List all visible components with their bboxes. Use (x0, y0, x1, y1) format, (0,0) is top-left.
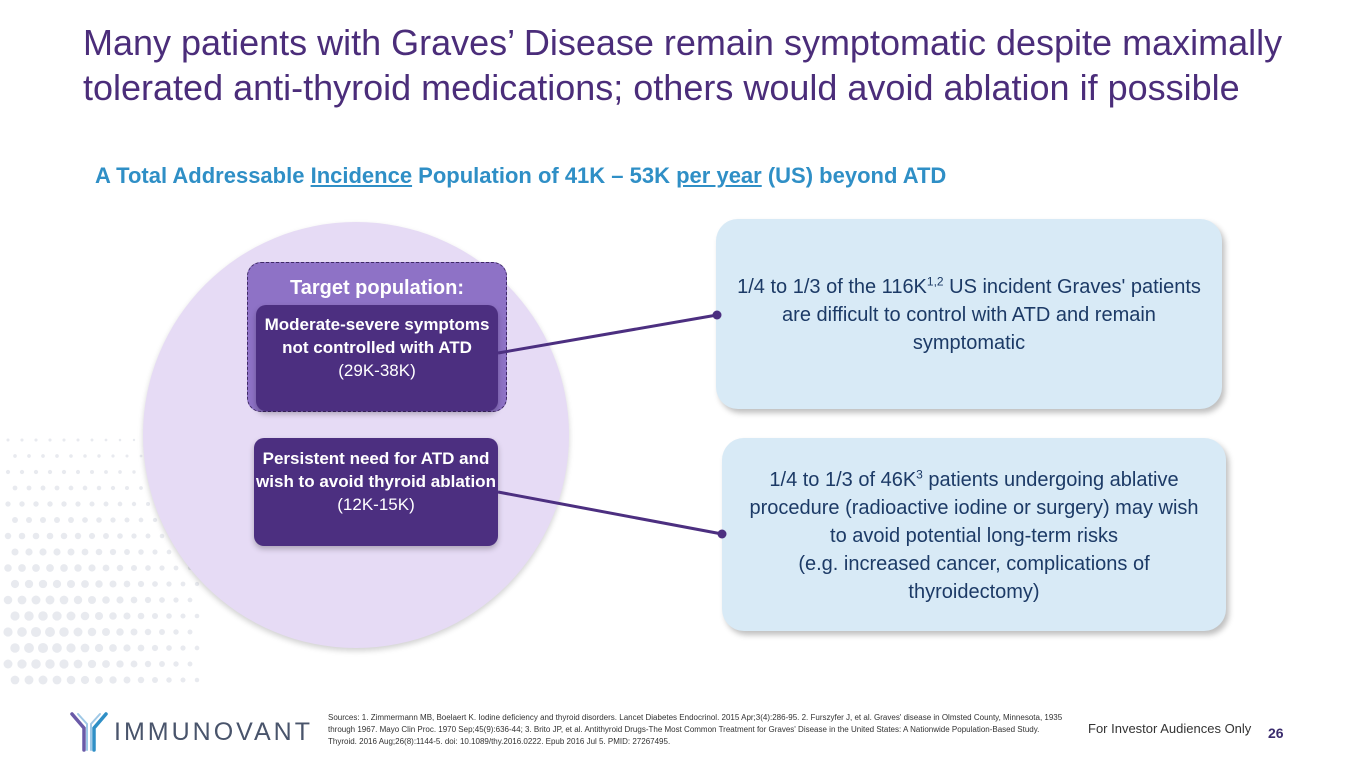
decorative-dot (116, 596, 123, 603)
decorative-dot (118, 470, 122, 474)
decorative-dot (82, 549, 89, 556)
decorative-dot (109, 612, 117, 620)
decorative-dot (6, 470, 10, 474)
decorative-dot (46, 564, 54, 572)
decorative-dot (88, 628, 96, 636)
decorative-dot (124, 517, 129, 522)
decorative-dot (62, 470, 66, 474)
decorative-dot (33, 533, 40, 540)
callout1-text-pre: 1/4 to 1/3 of the 116K (737, 276, 927, 298)
decorative-dot (166, 677, 171, 682)
decorative-dot (88, 660, 96, 668)
decorative-dot (61, 533, 68, 540)
subtitle-incidence: Incidence (310, 163, 413, 188)
decorative-dot (10, 643, 19, 652)
decorative-dot (32, 596, 41, 605)
decorative-dot (123, 612, 130, 619)
decorative-dot (67, 580, 75, 588)
decorative-dot (11, 580, 19, 588)
decorative-dot (62, 438, 65, 441)
decorative-dot (19, 533, 26, 540)
decorative-dot (75, 501, 80, 506)
decorative-dot (195, 646, 200, 651)
decorative-dot (27, 486, 32, 491)
decorative-dot (52, 643, 62, 653)
decorative-dot (95, 676, 103, 684)
decorative-dot (131, 629, 138, 636)
decorative-dot (59, 659, 68, 668)
decorative-dot (55, 454, 59, 458)
decorative-dot (39, 548, 46, 555)
callout1-text-post: US incident Graves' patients are difficult to control with ATD and remain symptomatic (782, 276, 1201, 354)
page-number: 26 (1268, 725, 1284, 741)
decorative-dot (104, 502, 109, 507)
decorative-dot (126, 455, 129, 458)
decorative-dot (31, 627, 41, 637)
decorative-dot (145, 597, 151, 603)
decorative-dot (39, 676, 48, 685)
decorative-dot (6, 438, 9, 441)
immunovant-wordmark: IMMUNOVANT (114, 718, 313, 746)
decorative-dot (181, 582, 186, 587)
uncontrolled-symptoms-range: (29K-38K) (338, 361, 416, 380)
decorative-dot (69, 486, 74, 491)
decorative-dot (111, 454, 114, 457)
decorative-dot (3, 627, 12, 636)
decorative-dot (55, 486, 60, 491)
decorative-dot (166, 613, 172, 619)
decorative-dot (12, 517, 18, 523)
decorative-dot (102, 660, 110, 668)
decorative-dot (90, 470, 94, 474)
decorative-dot (60, 596, 69, 605)
decorative-dot (180, 645, 185, 650)
immunovant-logo-icon (68, 712, 110, 752)
decorative-dot (74, 564, 81, 571)
immunovant-logo (68, 712, 318, 752)
decorative-dot (180, 613, 185, 618)
decorative-dot (11, 548, 18, 555)
decorative-dot (45, 627, 55, 637)
decorative-dot (146, 534, 151, 539)
sources-footnote: Sources: 1. Zimmermann MB, Boelaert K. Iodine deficiency and thyroid disorders. Lancet Diabetes Endocrinol. 2015 Apr;3(4):286-95. 2. Furszyfer J, et al. Graves' disease in Olmsted County, Minnesota, 1935 through 1967. Mayo Clin Proc. 1970 Sep;45(9):636-44; 3. Brito JP, et al. Antithyroid Drugs-The Most Common Treatment for Graves' Disease in the United States: A Nationwide Population-Based Study. Thyroid. 2016 Aug;26(8):1144-5. doi: 10.1089/thy.2016.0222. Epub 2016 Jul 5. PMID: 27267495. (328, 713, 1063, 746)
decorative-dot (24, 611, 33, 620)
decorative-dot (82, 517, 88, 523)
uncontrolled-symptoms-label: Moderate-severe symptoms not controlled with ATD (264, 315, 490, 357)
decorative-dot (47, 533, 54, 540)
decorative-dot (116, 628, 123, 635)
callout2-superscript: 3 (916, 467, 923, 482)
decorative-dot (152, 677, 158, 683)
decorative-dot (188, 662, 193, 667)
decorative-dot (77, 439, 80, 442)
decorative-dot (95, 580, 102, 587)
decorative-dot (124, 549, 130, 555)
decorative-dot (68, 549, 75, 556)
decorative-dot (48, 438, 51, 441)
decorative-dot (88, 596, 96, 604)
decorative-dot (69, 454, 73, 458)
avoid-ablation-label: Persistent need for ATD and wish to avoid thyroid ablation (256, 449, 496, 491)
decorative-dot (38, 611, 48, 621)
decorative-dot (41, 454, 45, 458)
decorative-dot (109, 580, 116, 587)
decorative-dot (19, 501, 24, 506)
decorative-dot (97, 454, 100, 457)
decorative-dot (60, 564, 68, 572)
decorative-dot (26, 517, 32, 523)
decorative-dot (67, 676, 76, 685)
decorative-dot (188, 630, 193, 635)
decorative-dot (195, 614, 200, 619)
decorative-dot (32, 564, 40, 572)
decorative-dot (52, 611, 61, 620)
ablation-avoid-callout (722, 438, 1226, 631)
decorative-dot (11, 676, 20, 685)
decorative-dot (145, 629, 151, 635)
decorative-dot (47, 501, 52, 506)
decorative-dot (110, 549, 116, 555)
decorative-dot (109, 676, 116, 683)
decorative-dot (45, 659, 54, 668)
decorative-dot (95, 644, 103, 652)
decorative-dot (123, 644, 130, 651)
subtitle-part-5: (US) beyond ATD (761, 163, 947, 188)
decorative-dot (96, 549, 103, 556)
decorative-dot (40, 517, 46, 523)
investor-note: For Investor Audiences Only (1088, 721, 1252, 736)
atd-difficult-callout (716, 219, 1222, 409)
decorative-dot (48, 470, 52, 474)
decorative-dot (81, 612, 90, 621)
decorative-dot (173, 661, 178, 666)
uncontrolled-symptoms-box (256, 305, 498, 411)
decorative-dot (34, 470, 38, 474)
decorative-dot (133, 439, 135, 441)
decorative-dot (132, 502, 136, 506)
decorative-dot (75, 533, 81, 539)
decorative-dot (10, 611, 19, 620)
decorative-dot (13, 454, 17, 458)
decorative-dot (59, 627, 68, 636)
decorative-dot (46, 596, 55, 605)
decorative-dot (17, 659, 26, 668)
decorative-dot (140, 455, 143, 458)
decorative-dot (166, 645, 172, 651)
callout2-text-post: patients undergoing ablative procedure (radioactive iodine or surgery) may wish to avoid potential long-term risks (749, 469, 1199, 547)
decorative-dot (195, 678, 200, 683)
decorative-dot (131, 661, 138, 668)
decorative-dot (167, 550, 172, 555)
decorative-dot (105, 439, 108, 442)
decorative-dot (117, 533, 123, 539)
decorative-dot (5, 501, 10, 506)
callout2-text-example: (e.g. increased cancer, complications of thyroidectomy) (798, 553, 1150, 603)
decorative-dot (160, 534, 165, 539)
decorative-dot (152, 581, 158, 587)
avoid-ablation-box (254, 438, 498, 546)
decorative-dot (103, 533, 109, 539)
decorative-dot (20, 470, 24, 474)
target-population-label: Target population: (289, 277, 465, 299)
decorative-dot (173, 597, 178, 602)
avoid-ablation-range: (12K-15K) (337, 495, 415, 514)
decorative-dot (111, 486, 115, 490)
decorative-dot (173, 629, 178, 634)
decorative-dot (96, 517, 102, 523)
subtitle-per-year: per year (676, 163, 762, 188)
decorative-dot (119, 439, 122, 442)
decorative-dot (27, 454, 31, 458)
decorative-dot (195, 582, 199, 586)
decorative-dot (102, 628, 110, 636)
decorative-dot (110, 517, 115, 522)
decorative-dot (81, 676, 89, 684)
decorative-dot (41, 486, 46, 491)
decorative-dot (53, 676, 62, 685)
decorative-dot (74, 660, 83, 669)
decorative-dot (91, 439, 94, 442)
decorative-dot (109, 644, 117, 652)
decorative-dot (152, 549, 157, 554)
decorative-dot (116, 660, 123, 667)
decorative-dot (97, 486, 101, 490)
subtitle-part-1: A Total Addressable (95, 163, 311, 188)
decorative-dot (4, 564, 12, 572)
decorative-dot (159, 597, 165, 603)
decorative-dot (74, 596, 82, 604)
decorative-dot (53, 580, 61, 588)
decorative-dot (174, 566, 179, 571)
decorative-dot (34, 438, 37, 441)
decorative-dot (61, 501, 66, 506)
decorative-dot (89, 501, 94, 506)
decorative-dot (54, 517, 60, 523)
decorative-dot (181, 678, 186, 683)
decorative-dot (159, 565, 164, 570)
decorative-dot (83, 454, 87, 458)
slide-subtitle (95, 163, 1245, 189)
decorative-dot (152, 613, 158, 619)
decorative-dot (132, 470, 135, 473)
decorative-dot (138, 677, 144, 683)
decorative-dot (39, 580, 47, 588)
decorative-dot (138, 549, 144, 555)
decorative-dot (81, 580, 89, 588)
decorative-dot (38, 643, 48, 653)
decorative-dot (89, 533, 95, 539)
decorative-dot (152, 645, 158, 651)
decorative-dot (138, 613, 145, 620)
decorative-dot (68, 517, 74, 523)
decorative-dot (131, 565, 137, 571)
decorative-dot (18, 596, 27, 605)
decorative-dot (83, 486, 88, 491)
decorative-dot (81, 644, 90, 653)
decorative-dot (31, 659, 41, 669)
decorative-dot (139, 486, 143, 490)
decorative-dot (95, 612, 103, 620)
decorative-dot (24, 643, 34, 653)
decorative-dot (159, 661, 165, 667)
decorative-dot (33, 501, 38, 506)
decorative-dot (102, 596, 110, 604)
decorative-dot (20, 438, 23, 441)
decorative-dot (18, 564, 26, 572)
decorative-dot (131, 597, 138, 604)
decorative-dot (5, 533, 11, 539)
decorative-dot (145, 661, 151, 667)
decorative-dot (139, 518, 144, 523)
decorative-dot (25, 676, 34, 685)
decorative-dot (118, 502, 123, 507)
decorative-dot (138, 645, 145, 652)
decorative-dot (4, 596, 13, 605)
decorative-dot (67, 612, 76, 621)
decorative-dot (138, 581, 144, 587)
decorative-dot (124, 677, 131, 684)
decorative-dot (25, 548, 32, 555)
decorative-dot (145, 565, 151, 571)
decorative-dot (17, 627, 27, 637)
decorative-dot (125, 486, 129, 490)
decorative-dot (74, 628, 83, 637)
callout2-text-pre: 1/4 to 1/3 of 46K (769, 469, 917, 491)
decorative-dot (117, 565, 123, 571)
decorative-dot (188, 598, 193, 603)
decorative-dot (25, 580, 33, 588)
decorative-dot (104, 470, 108, 474)
decorative-dot (124, 581, 131, 588)
decorative-dot (131, 533, 136, 538)
callout1-superscript: 1,2 (926, 274, 944, 289)
decorative-dot (166, 581, 171, 586)
decorative-dot (66, 643, 75, 652)
decorative-dot (159, 629, 165, 635)
subtitle-part-3: Population of 41K – 53K (412, 163, 677, 188)
slide-title: Many patients with Graves’ Disease remain symptomatic despite maximally tolerated anti-thyroid medications; others would avoid ablation if possible (83, 22, 1283, 108)
decorative-dot (4, 660, 13, 669)
decorative-dot (13, 486, 18, 491)
decorative-dot (88, 564, 95, 571)
decorative-dot (76, 470, 80, 474)
decorative-dot (153, 518, 157, 522)
decorative-dot (146, 502, 150, 506)
decorative-dot (53, 548, 60, 555)
decorative-dot (103, 565, 110, 572)
